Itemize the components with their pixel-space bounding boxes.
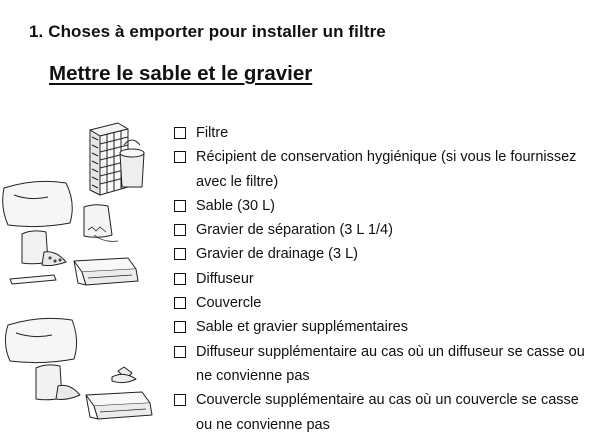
checkbox[interactable] — [174, 321, 186, 333]
sand-sack-drawing-2 — [5, 318, 76, 362]
checkbox[interactable] — [174, 127, 186, 139]
checkbox[interactable] — [174, 297, 186, 309]
list-item-label: Diffuseur supplémentaire au cas où un diffuseur se casse ou ne convienne pas — [196, 343, 585, 384]
gravel-tray-drawing-2 — [86, 392, 152, 419]
checkbox[interactable] — [174, 273, 186, 285]
list-item-label: Récipient de conservation hygiénique (si vous le fournissez avec le filtre) — [196, 149, 577, 190]
filter-tower-drawing — [90, 123, 144, 195]
list-item — [174, 267, 594, 291]
checkbox[interactable] — [174, 248, 186, 260]
list-item-label: Gravier de drainage (3 L) — [196, 246, 358, 263]
list-item-label: Gravier de séparation (3 L 1/4) — [196, 222, 393, 239]
list-item — [174, 194, 594, 218]
list-item — [174, 145, 594, 194]
checkbox[interactable] — [174, 200, 186, 212]
list-item — [174, 242, 594, 266]
list-item — [174, 121, 594, 145]
drainage-gravel-bag-drawing — [10, 231, 66, 284]
list-item-label: Sable (30 L) — [196, 197, 275, 214]
checklist — [174, 121, 594, 437]
subsection-heading: Mettre le sable et le gravier — [49, 62, 313, 85]
gravel-tray-drawing — [74, 258, 138, 285]
checkbox[interactable] — [174, 151, 186, 163]
list-item — [174, 291, 594, 315]
sand-sack-drawing — [3, 181, 73, 226]
list-item-label: Couvercle — [196, 295, 262, 312]
list-item-label: Filtre — [196, 125, 229, 141]
list-item — [174, 340, 594, 389]
supplies-illustration — [0, 115, 172, 440]
list-item-label: Sable et gravier supplémentaires — [196, 319, 408, 336]
gravel-sack-drawing — [84, 205, 118, 242]
list-item — [174, 388, 594, 437]
list-item — [174, 218, 594, 242]
list-item-label: Couvercle supplémentaire au cas où un couvercle se casse ou ne convienne pas — [196, 392, 579, 433]
checkbox[interactable] — [174, 394, 186, 406]
checkbox[interactable] — [174, 224, 186, 236]
list-item-label: Diffuseur — [196, 270, 254, 287]
section-heading: 1. Choses à emporter pour installer un filtre — [29, 22, 386, 41]
checkbox[interactable] — [174, 346, 186, 358]
list-item — [174, 315, 594, 339]
